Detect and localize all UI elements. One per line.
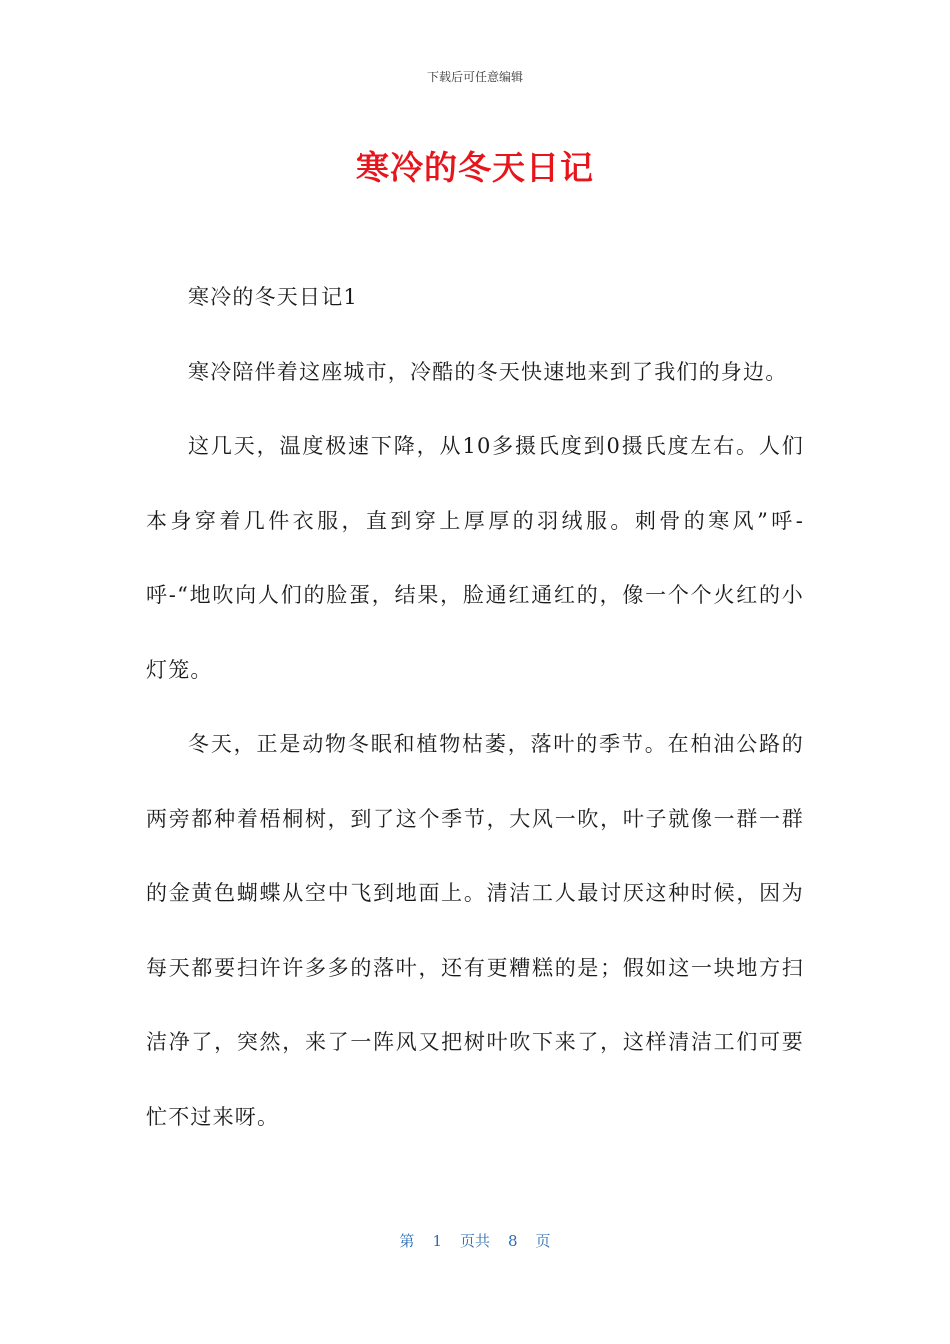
page-footer: [0, 1230, 950, 1251]
page-prefix: 第: [399, 1232, 415, 1250]
header-note: 下载后可任意编辑: [426, 70, 523, 84]
paragraph: 寒冷陪伴着这座城市，冷酷的冬天快速地来到了我们的身边。: [188, 359, 788, 384]
document-title: 寒冷的冬天日记: [356, 148, 594, 187]
paragraph: 这几天，温度极速下降，从10多摄氏度到0摄氏度左右。人们本身穿着几件衣服，直到穿上厚厚的羽绒服。刺骨的寒风”呼-呼-“地吹向人们的脸蛋，结果，脸通红通红的，像一个个火红的小灯笼。: [146, 434, 804, 682]
document-body: [146, 260, 804, 1154]
paragraph: 冬天，正是动物冬眠和植物枯萎，落叶的季节。在柏油公路的两旁都种着梧桐树，到了这个季节，大风一吹，叶子就像一群一群的金黄色蝴蝶从空中飞到地面上。清洁工人最讨厌这种时候，因为每天都要扫许许多多的落叶，还有更糟糕的是；假如这一块地方扫洁净了，突然，来了一阵风又把树叶吹下来了，这样清洁工们可要忙不过来呀。: [146, 732, 804, 1129]
page-middle: 页共: [459, 1232, 490, 1250]
total-pages-number: 8: [508, 1232, 518, 1250]
current-page-number: 1: [432, 1232, 442, 1250]
page-suffix: 页: [535, 1232, 551, 1250]
paragraph-heading: 寒冷的冬天日记1: [188, 285, 358, 309]
